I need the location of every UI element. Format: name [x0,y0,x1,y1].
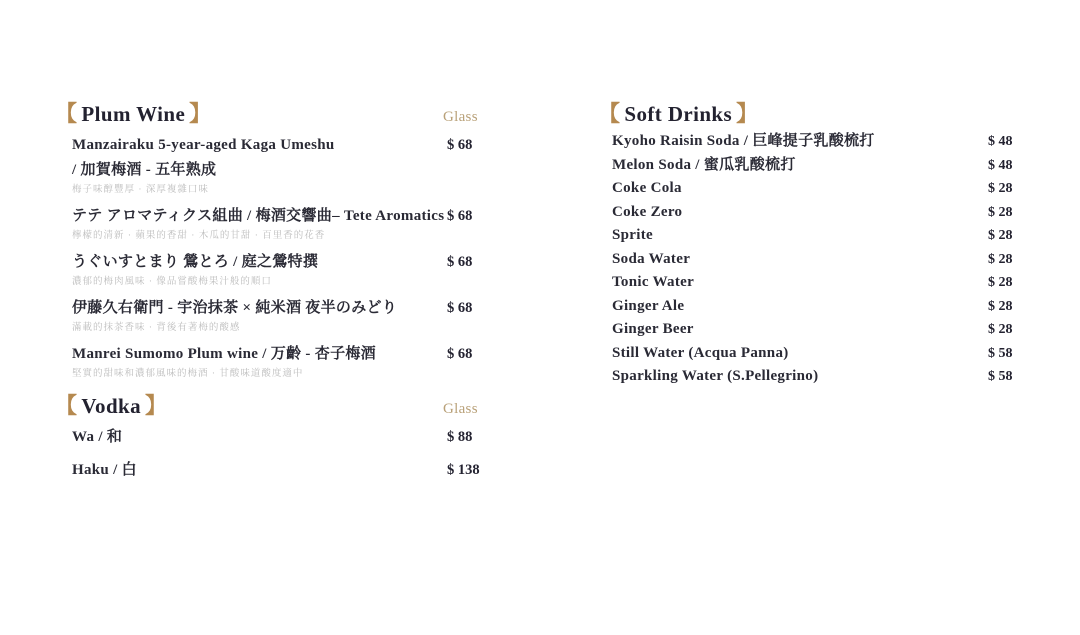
item-price: $ 68 [447,254,473,270]
item-price: $ 28 [988,204,1013,220]
item-title: Kyoho Raisin Soda / 巨峰提子乳酸梳打 [612,133,875,149]
close-bracket: 】 [145,393,168,418]
price-column-label: Glass [443,401,478,417]
close-bracket: 】 [189,101,212,126]
plum-wine-items [55,133,480,380]
open-bracket: 【 [55,393,78,418]
menu-item [598,224,1015,248]
menu-item [55,342,480,380]
item-subtitle: / 加賀梅酒 - 五年熟成 [72,162,217,178]
vodka-items [55,425,480,483]
item-description: 堅實的甜味和濃郁風味的梅酒 · 甘酸味道酸度適中 [72,369,304,379]
menu-item [598,248,1015,272]
menu-item [55,296,480,334]
left-column [55,100,480,491]
item-title: Sparkling Water (S.Pellegrino) [612,368,819,384]
section-plum-wine [55,100,480,380]
vodka-header [55,392,480,420]
menu-item [55,425,480,450]
menu-item [598,271,1015,295]
item-title: Ginger Beer [612,321,694,337]
item-price: $ 68 [447,137,473,153]
item-title: テテ アロマティクス組曲 / 梅酒交響曲– Tete Aromatics [72,208,445,224]
menu-item [598,365,1015,389]
item-title: Melon Soda / 蜜瓜乳酸梳打 [612,156,796,173]
plum-wine-header [55,100,480,128]
item-price: $ 28 [988,322,1013,337]
item-price: $ 138 [447,462,480,478]
item-title: Tonic Water [612,274,695,290]
item-price: $ 58 [988,369,1013,384]
menu-item [598,342,1015,366]
item-price: $ 28 [988,298,1013,314]
item-description: 濃郁的梅肉風味 · 像品嘗酸梅果汁般的順口 [72,277,272,287]
menu-item [55,458,480,483]
item-title: Still Water (Acqua Panna) [612,344,789,361]
menu-item [598,154,1015,178]
item-price: $ 28 [988,251,1013,267]
soft-drinks-items [598,130,1015,389]
item-price: $ 68 [447,346,473,362]
menu-item [598,177,1015,201]
item-title: Sprite [612,227,653,243]
item-title: うぐいすとまり 鶯とろ / 庭之鶯特撰 [72,254,319,270]
price-column-label: Glass [443,109,478,125]
menu-item [598,130,1015,154]
open-bracket: 【 [598,101,621,126]
item-price: $ 88 [447,429,473,445]
menu-item [598,201,1015,225]
item-title: Soda Water [612,250,691,267]
item-price: $ 68 [447,208,473,224]
menu-item [598,318,1015,342]
section-vodka [55,392,480,483]
section-title: Soft Drinks [624,102,733,126]
item-price: $ 28 [988,228,1013,243]
item-description: 檸檬的清新 · 蘋果的香甜 · 木瓜的甘甜 · 百里香的花香 [72,231,326,241]
item-price: $ 68 [447,300,473,316]
item-price: $ 28 [988,181,1013,196]
item-title: 伊藤久右衛門 - 宇治抹茶 × 純米酒 夜半のみどり [72,300,398,316]
item-price: $ 48 [988,134,1013,149]
item-title: Ginger Ale [612,297,685,314]
item-title: Coke Cola [612,180,682,196]
menu-item [55,204,480,242]
close-bracket: 】 [736,101,759,126]
item-price: $ 58 [988,345,1013,361]
item-title: Wa / 和 [72,429,123,445]
menu-item [598,295,1015,319]
open-bracket: 【 [55,101,78,126]
section-title: Vodka [81,394,142,418]
right-column [598,100,1015,389]
menu-item [55,250,480,288]
item-title: Manzairaku 5-year-aged Kaga Umeshu [72,137,335,153]
section-soft-drinks [598,100,1015,389]
menu-item [55,133,480,196]
item-description: 滿載的抹茶香味 · 背後有著梅的酸感 [72,323,241,333]
section-title: Plum Wine [81,102,186,126]
item-title: Coke Zero [612,203,683,220]
item-price: $ 48 [988,157,1013,173]
item-description: 梅子味醇豐厚 · 深厚複雜口味 [72,185,209,195]
item-title: Manrei Sumomo Plum wine / 万齡 - 杏子梅酒 [72,346,376,362]
item-title: Haku / 白 [72,462,137,478]
item-price: $ 28 [988,275,1013,290]
soft-drinks-header [598,100,1015,128]
